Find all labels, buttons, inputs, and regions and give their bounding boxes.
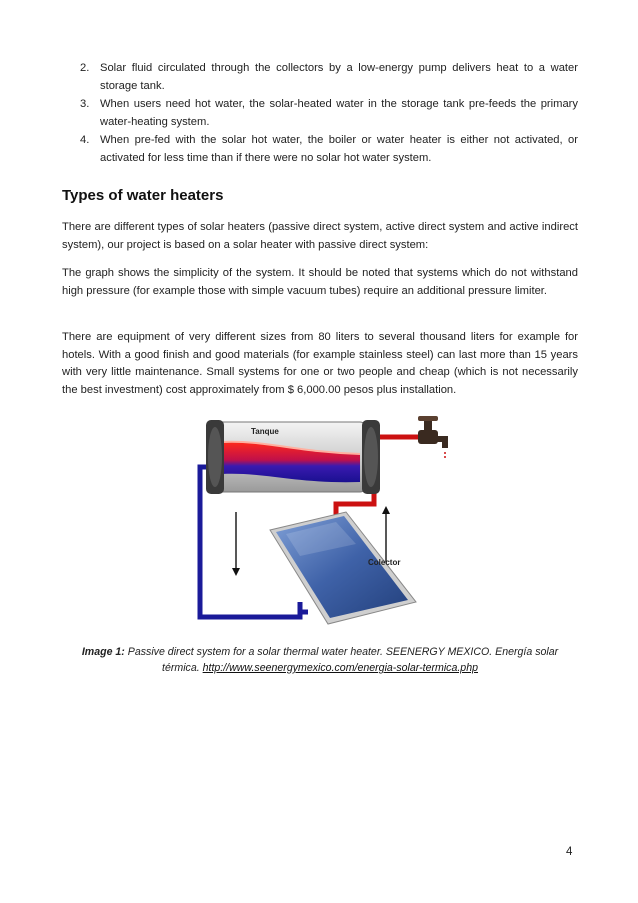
figure-caption	[62, 644, 578, 676]
caption-text: Passive direct system for a solar thermal water heater. SEENERGY MEXICO. Energía solar térmica.	[124, 646, 559, 674]
solar-collector	[270, 512, 416, 624]
list-number: 3.	[80, 98, 90, 110]
storage-tank	[206, 420, 380, 494]
arrow-head-up-icon	[382, 506, 390, 514]
solar-heater-diagram	[196, 412, 456, 630]
paragraph-sizes: There are equipment of very different sizes from 80 liters to several thousand liters for example for hotels. With a good finish and good materials (for example stainless steel) can last more than 15 years with very little maintenance. Small systems for one or two people and cheap (which is not necessarily the best investment) cost approximately from $ 6,000.00 pesos plus installation.	[62, 331, 578, 396]
caption-link[interactable]: http://www.seenergymexico.com/energia-solar-termica.php	[202, 662, 478, 674]
faucet-icon	[418, 416, 448, 460]
tank-label: Tanque	[251, 427, 279, 436]
paragraph-simplicity: The graph shows the simplicity of the system. It should be noted that systems which do not withstand high pressure (for example those with simple vacuum tubes) require an additional pressure limiter.	[62, 267, 578, 297]
page-number: 4	[566, 846, 573, 858]
list-item-text: When users need hot water, the solar-heated water in the storage tank pre-feeds the primary water-heating system.	[100, 98, 578, 128]
caption-label: Image 1:	[81, 646, 125, 658]
collector-label: Colector	[368, 558, 401, 567]
numbered-list	[70, 60, 578, 168]
list-number: 4.	[80, 134, 90, 146]
cold-pipe-to-collector	[300, 602, 308, 612]
list-item	[70, 96, 578, 131]
list-number: 2.	[80, 62, 90, 74]
list-item-text: Solar fluid circulated through the collectors by a low-energy pump delivers heat to a water storage tank.	[100, 62, 578, 92]
arrow-head-down-icon	[232, 568, 240, 576]
list-item	[70, 60, 578, 95]
list-item-text: When pre-fed with the solar hot water, the boiler or water heater is either not activated, or activated for less time than if there were no solar hot water system.	[100, 134, 578, 164]
section-heading: Types of water heaters	[62, 187, 224, 204]
list-item	[70, 132, 578, 167]
paragraph-types: There are different types of solar heaters (passive direct system, active direct system and active indirect system), our project is based on a solar heater with passive direct system:	[62, 221, 578, 251]
